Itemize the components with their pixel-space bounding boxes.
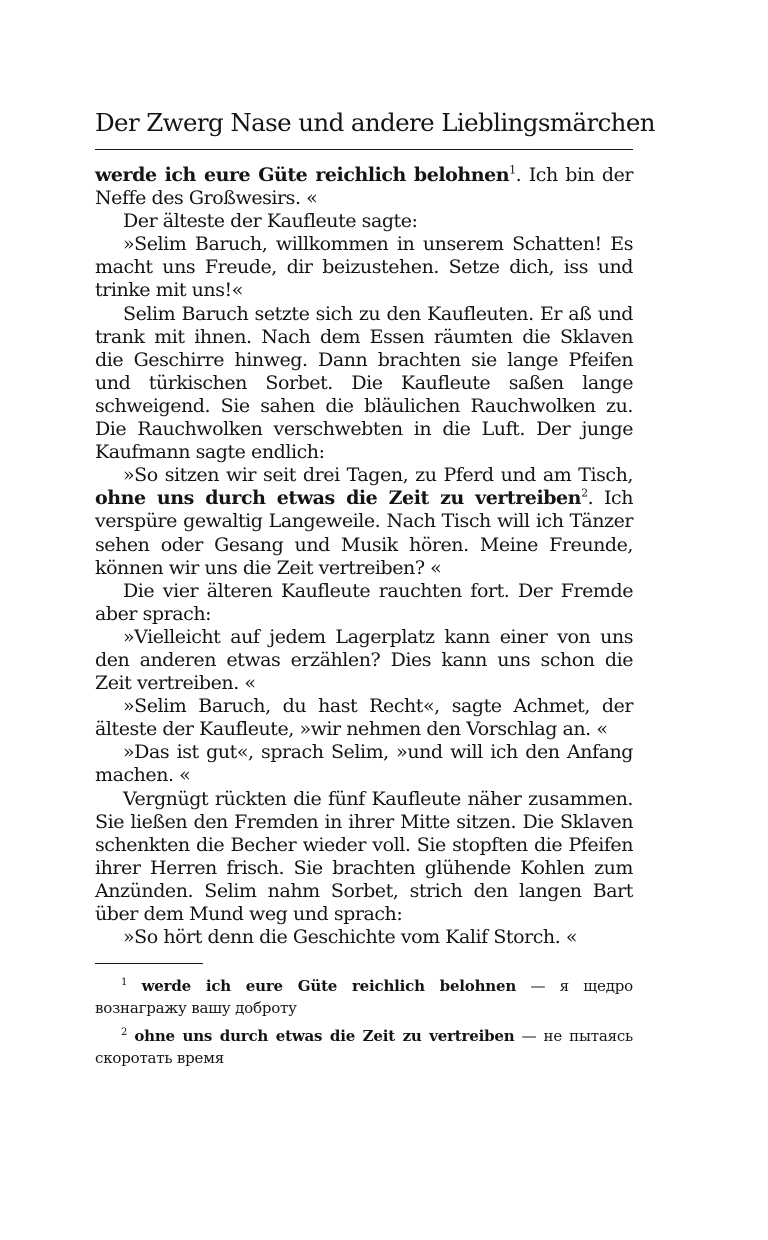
footnote — [95, 1026, 633, 1069]
footnote-number: 1 — [121, 977, 128, 988]
running-header: Der Zwerg Nase und andere Lieblingsmärchen — [95, 108, 655, 137]
paragraph — [95, 626, 633, 695]
paragraph-text: »So sitzen wir seit drei Tagen, zu Pferd und am Tisch, — [123, 464, 633, 487]
glossed-phrase-2: ohne uns durch etwas die Zeit zu vertreiben — [95, 487, 582, 510]
footnote-gloss: — не пытаясь скоротать время — [95, 1027, 633, 1067]
paragraph — [95, 788, 633, 927]
footnote-rule — [95, 963, 203, 964]
paragraph-text: . Ich bin der Neffe des Großwesirs. « — [95, 164, 633, 210]
footnote — [95, 976, 633, 1019]
main-text — [95, 164, 633, 949]
paragraph-text: »Selim Baruch, du hast Recht«, sagte Achmet, der älteste der Kaufleute, »wir nehmen den Vorschlag an. « — [95, 695, 633, 741]
footnote-ref-1: 1 — [509, 163, 516, 177]
paragraph-text: »So hört denn die Geschichte vom Kalif Storch. « — [123, 926, 578, 949]
paragraph-text: »Selim Baruch, willkommen in unserem Schatten! Es macht uns Freude, dir beizustehen. Setze dich, iss und trinke mit uns!« — [95, 233, 633, 302]
footnote-ref-2: 2 — [581, 486, 588, 500]
footnote-term: ohne uns durch etwas die Zeit zu vertreiben — [134, 1027, 515, 1045]
paragraph — [95, 164, 633, 210]
paragraph — [95, 695, 633, 741]
paragraph-text: Selim Baruch setzte sich zu den Kaufleuten. Er aß und trank mit ihnen. Nach dem Essen räumten die Sklaven die Geschirre hinweg. Dann brachten sie lange Pfeifen und türkischen Sorbet. Die Kaufleute saßen lange schweigend. Sie sahen die bläulichen Rauchwolken zu. Die Rauchwolken verschwebten in die Luft. Der junge Kaufmann sagte endlich: — [95, 302, 633, 464]
paragraph-text: Vergnügt rückten die fünf Kaufleute näher zusammen. Sie ließen den Fremden in ihrer Mitte sitzen. Die Sklaven schenkten die Becher wieder voll. Sie stopften die Pfeifen ihrer Herren frisch. Sie brachten glühende Kohlen zum Anzünden. Selim nahm Sorbet, strich den langen Bart über dem Mund weg und sprach: — [95, 787, 633, 925]
paragraph-text: »Das ist gut«, sprach Selim, »und will ich den Anfang machen. « — [95, 741, 633, 787]
paragraph — [95, 233, 633, 302]
glossed-phrase-1: werde ich eure Güte reichlich belohnen — [95, 164, 510, 186]
footnote-term: werde ich eure Güte reichlich belohnen — [141, 977, 517, 995]
paragraph-text: Die vier älteren Kaufleute rauchten fort. Der Fremde aber sprach: — [95, 579, 633, 625]
footnote-number: 2 — [121, 1027, 128, 1038]
paragraph — [95, 210, 633, 233]
paragraph — [95, 580, 633, 626]
paragraph-text: Der älteste der Kaufleute sagte: — [123, 210, 418, 233]
paragraph — [95, 303, 633, 465]
footnote-gloss: — я щедро вознагражу вашу доброту — [95, 977, 633, 1017]
paragraph — [95, 464, 633, 579]
paragraph — [95, 926, 633, 949]
header-rule — [95, 149, 633, 150]
paragraph-text: »Vielleicht auf jedem Lagerplatz kann einer von uns den anderen etwas erzählen? Dies kann uns schon die Zeit vertreiben. « — [95, 625, 633, 695]
paragraph — [95, 741, 633, 787]
footnotes — [95, 976, 633, 1076]
paragraph-text: . Ich verspüre gewaltig Langeweile. Nach Tisch will ich Tänzer sehen oder Gesang und Musik hören. Meine Freunde, können wir uns die Zeit vertreiben? « — [95, 487, 633, 579]
